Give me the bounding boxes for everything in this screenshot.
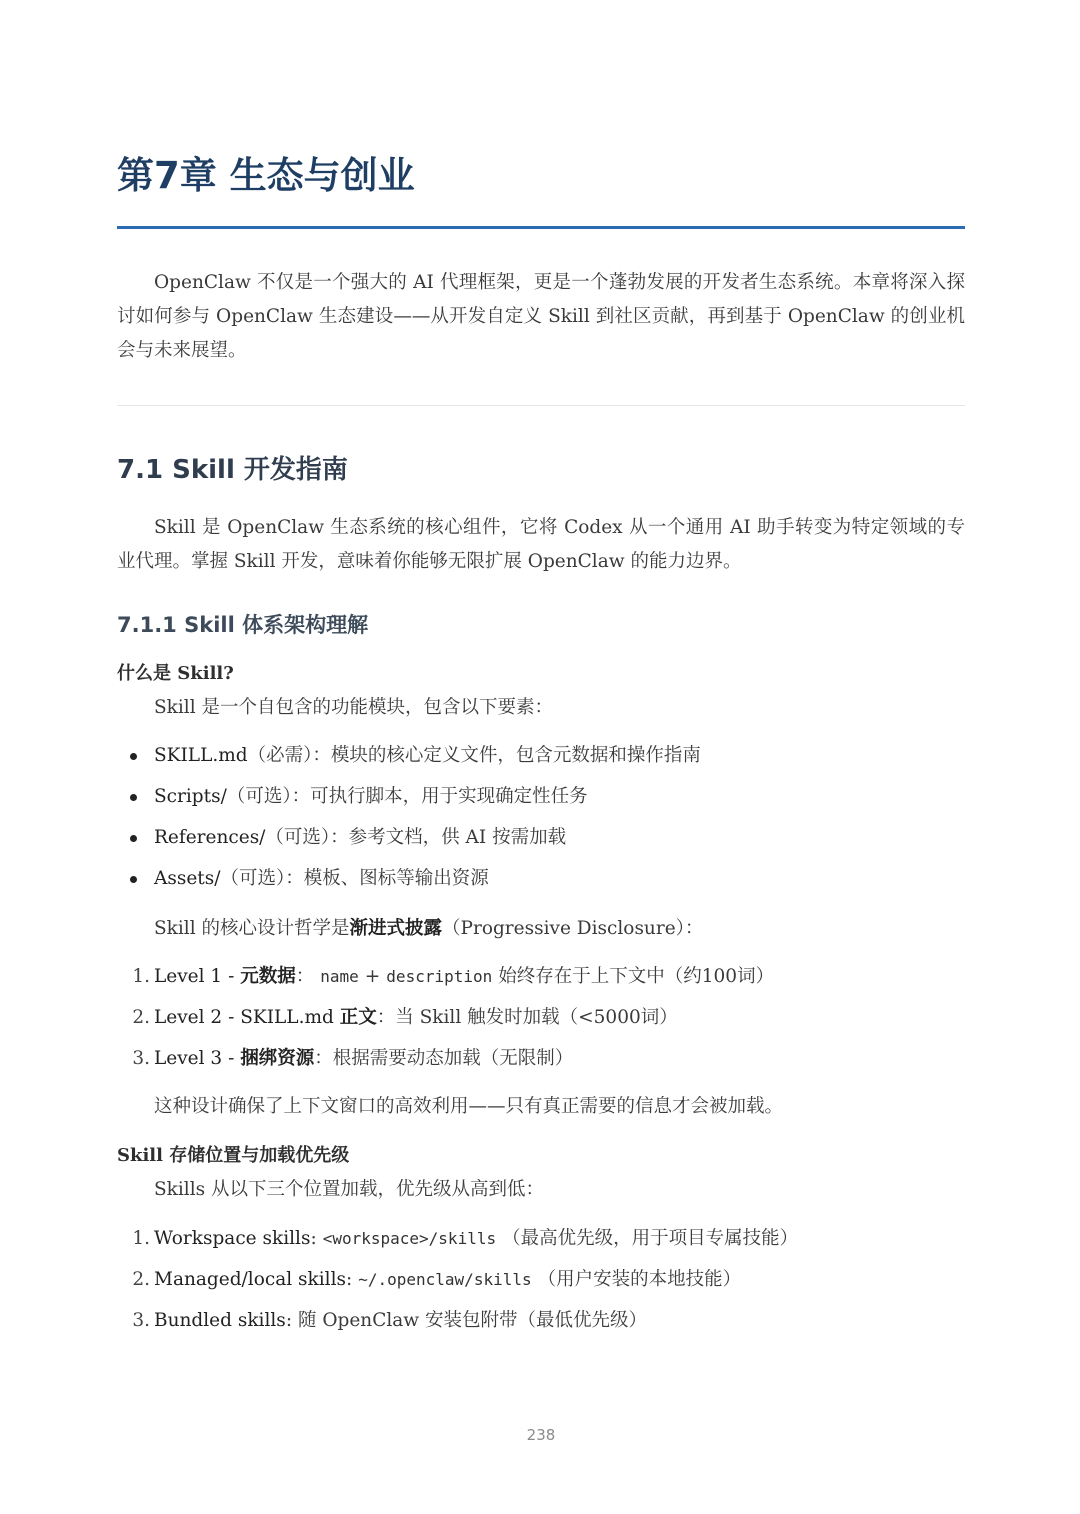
chapter-title-rule (117, 226, 965, 229)
subsection-title: 7.1.1 Skill 体系架构理解 (117, 613, 369, 637)
list-number: 1. (132, 966, 150, 987)
list-number: 1. (132, 1228, 150, 1249)
bullet-icon (130, 794, 137, 801)
location-term: Managed/local skills (154, 1269, 346, 1290)
level-colon: ： (295, 966, 315, 987)
list-number: 3. (132, 1310, 150, 1331)
philosophy-after: （Progressive Disclosure）： (442, 918, 704, 939)
location-desc: （用户安装的本地技能） (537, 1269, 742, 1290)
document-page (117, 0, 965, 1514)
bullet-icon (130, 835, 137, 842)
what-is-skill-heading: 什么是 Skill? (117, 663, 234, 684)
level-rest: ：当 Skill 触发时加载（<5000词） (376, 1007, 678, 1028)
level-term: Level 1 - (154, 966, 241, 987)
location-separator: : (310, 1228, 317, 1249)
level-code-name: name (320, 967, 359, 986)
what-is-skill-intro: Skill 是一个自包含的功能模块，包含以下要素： (154, 697, 554, 718)
philosophy-bold: 渐进式披露 (349, 918, 443, 939)
level-plus: + (364, 966, 381, 987)
level-bold: 元数据 (240, 966, 296, 987)
level-code-description: description (386, 967, 493, 986)
bullet-icon (130, 753, 137, 760)
location-path: <workspace>/skills (322, 1229, 497, 1248)
storage-heading: Skill 存储位置与加载优先级 (117, 1145, 350, 1166)
chapter-title: 第7章 生态与创业 (117, 154, 415, 197)
list-number: 3. (132, 1048, 150, 1069)
location-term: Workspace skills (154, 1228, 311, 1249)
bullet-icon (130, 876, 137, 883)
location-separator: : (345, 1269, 353, 1290)
level-term: Level 2 - SKILL.md (154, 1007, 340, 1028)
section-divider (117, 405, 965, 406)
location-desc: 随 OpenClaw 安装包附带（最低优先级） (297, 1310, 648, 1331)
storage-intro: Skills 从以下三个位置加载，优先级从高到低： (154, 1179, 545, 1200)
location-path: ~/.openclaw/skills (358, 1270, 532, 1289)
level-bold: 捆绑资源 (240, 1048, 315, 1069)
list-number: 2. (132, 1007, 150, 1028)
page-number: 238 (526, 1426, 556, 1444)
section-intro: Skill 是 OpenClaw 生态系统的核心组件，它将 Codex 从一个通用 AI 助手转变为特定领域的专业代理。掌握 Skill 开发，意味着你能够无限扩展 OpenClaw 的能力边界。 (117, 517, 965, 572)
level-term: Level 3 - (154, 1048, 241, 1069)
philosophy-before: Skill 的核心设计哲学是 (154, 918, 350, 939)
component-term: References/ (154, 827, 266, 848)
component-term: Assets/ (154, 868, 221, 889)
location-term: Bundled skills (154, 1310, 286, 1331)
component-term: SKILL.md (154, 745, 248, 766)
section-title: 7.1 Skill 开发指南 (117, 455, 348, 485)
design-philosophy (154, 915, 703, 943)
location-separator: : (285, 1310, 293, 1331)
level-rest: 始终存在于上下文中（约100词） (498, 966, 775, 987)
component-desc: （必需）：模块的核心定义文件，包含元数据和操作指南 (247, 745, 701, 766)
level-bold: 正文 (339, 1007, 377, 1028)
design-conclusion: 这种设计确保了上下文窗口的高效利用——只有真正需要的信息才会被加载。 (154, 1096, 784, 1117)
component-desc: （可选）：可执行脚本，用于实现确定性任务 (226, 786, 588, 807)
location-desc: （最高优先级，用于项目专属技能） (502, 1228, 799, 1249)
list-number: 2. (132, 1269, 150, 1290)
component-desc: （可选）：参考文档，供 AI 按需加载 (265, 827, 567, 848)
level-rest: ：根据需要动态加载（无限制） (314, 1048, 574, 1069)
component-term: Scripts/ (154, 786, 227, 807)
chapter-intro: OpenClaw 不仅是一个强大的 AI 代理框架，更是一个蓬勃发展的开发者生态系统。本章将深入探讨如何参与 OpenClaw 生态建设——从开发自定义 Skill 到社区贡献，再到基于 OpenClaw 的创业机会与未来展望。 (117, 272, 965, 361)
component-desc: （可选）：模板、图标等输出资源 (220, 868, 489, 889)
